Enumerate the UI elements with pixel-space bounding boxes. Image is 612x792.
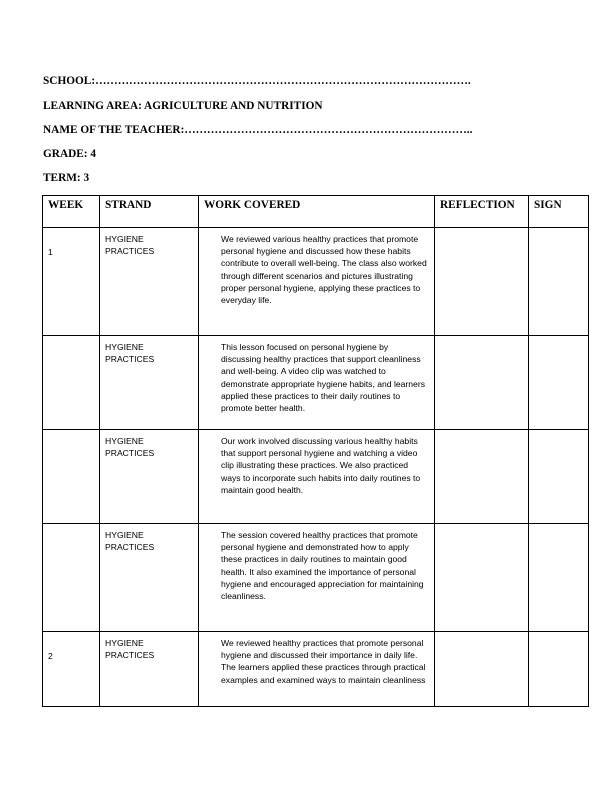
reflection-cell	[435, 524, 529, 632]
column-header-sign: SIGN	[529, 196, 589, 228]
sign-cell	[529, 228, 589, 336]
table-row	[43, 524, 589, 632]
learning-area-line: LEARNING AREA: AGRICULTURE AND NUTRITION	[43, 100, 323, 112]
week-cell	[43, 336, 100, 430]
school-line: SCHOOL:……………………………………………………………………………………….	[43, 75, 471, 87]
column-header-reflection: REFLECTION	[435, 196, 529, 228]
grade-line: GRADE: 4	[43, 148, 97, 160]
teacher-name-line: NAME OF THE TEACHER:…………………………………………………………………..	[43, 124, 473, 136]
sign-cell	[529, 336, 589, 430]
reflection-cell	[435, 336, 529, 430]
strand-cell: HYGIENE PRACTICES	[100, 524, 199, 632]
strand-cell: HYGIENE PRACTICES	[100, 336, 199, 430]
work-covered-cell: This lesson focused on personal hygiene by discussing healthy practices that support cleanliness and well-being. A video clip was watched to demonstrate appropriate hygiene habits, and learners applied these practices to their daily routines to promote better health.	[199, 336, 435, 430]
table-row	[43, 430, 589, 524]
week-cell: 1	[43, 228, 100, 336]
table-row	[43, 228, 589, 336]
work-covered-cell: Our work involved discussing various healthy habits that support personal hygiene and watching a video clip illustrating these practices. We also practiced ways to incorporate such habits into daily routines to maintain good health.	[199, 430, 435, 524]
work-covered-cell: The session covered healthy practices that promote personal hygiene and demonstrated how to apply these practices in daily routines to maintain good health. It also examined the importance of personal hygiene and encouraged appreciation for maintaining cleanliness.	[199, 524, 435, 632]
table-row	[43, 632, 589, 707]
column-header-week: WEEK	[43, 196, 100, 228]
table-header-row	[43, 196, 589, 228]
work-covered-cell: We reviewed various healthy practices that promote personal hygiene and discussed how these habits contribute to overall well-being. The class also worked through different scenarios and pictures illustrating proper personal hygiene, applying these practices to everyday life.	[199, 228, 435, 336]
column-header-work-covered: WORK COVERED	[199, 196, 435, 228]
strand-cell: HYGIENE PRACTICES	[100, 632, 199, 707]
work-record-table	[42, 195, 589, 707]
column-header-strand: STRAND	[100, 196, 199, 228]
reflection-cell	[435, 632, 529, 707]
sign-cell	[529, 632, 589, 707]
week-cell	[43, 430, 100, 524]
reflection-cell	[435, 430, 529, 524]
strand-cell: HYGIENE PRACTICES	[100, 228, 199, 336]
reflection-cell	[435, 228, 529, 336]
work-covered-cell: We reviewed healthy practices that promote personal hygiene and discussed their importance in daily life. The learners applied these practices through practical examples and examined ways to maintain cleanliness	[199, 632, 435, 707]
sign-cell	[529, 524, 589, 632]
term-line: TERM: 3	[43, 172, 90, 184]
sign-cell	[529, 430, 589, 524]
week-cell: 2	[43, 632, 100, 707]
week-cell	[43, 524, 100, 632]
table-row	[43, 336, 589, 430]
strand-cell: HYGIENE PRACTICES	[100, 430, 199, 524]
